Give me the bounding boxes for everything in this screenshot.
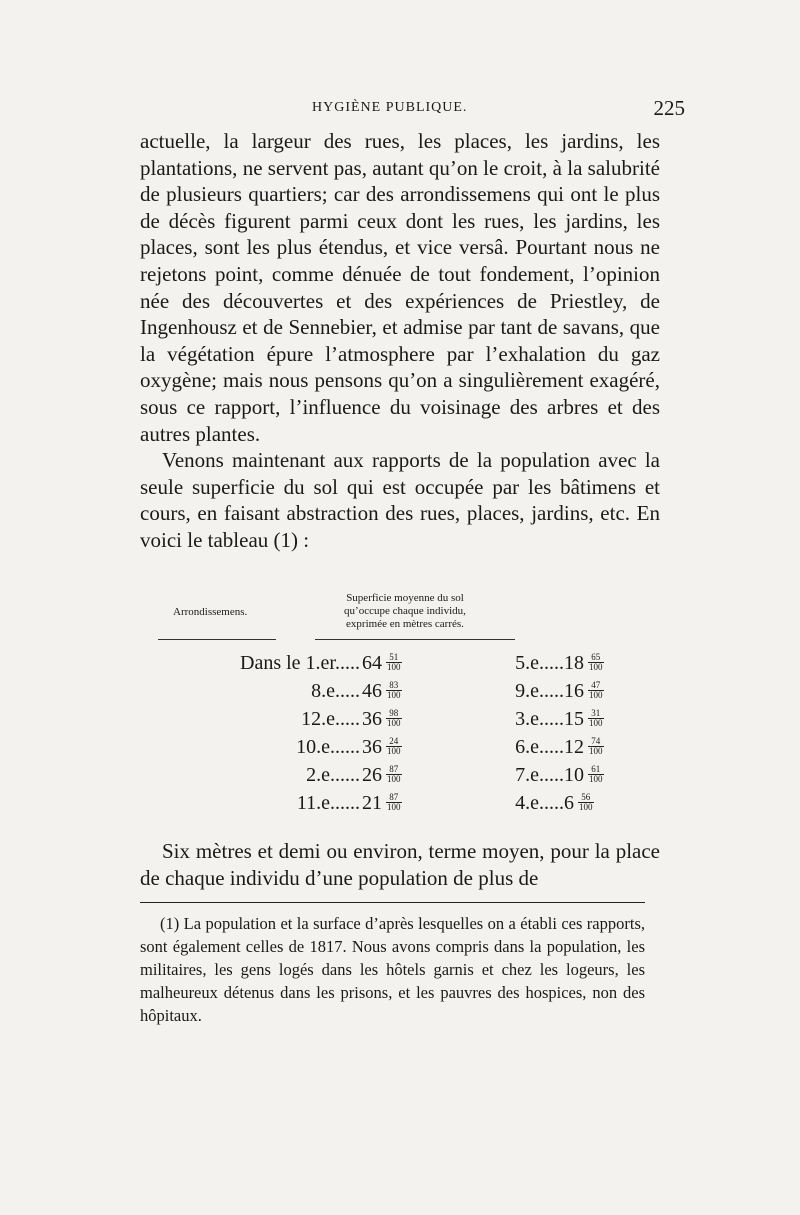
left-value xyxy=(362,764,402,787)
left-den: 100 xyxy=(387,661,401,672)
left-den: 100 xyxy=(387,773,401,784)
right-value xyxy=(564,652,604,675)
running-head: HYGIÈNE PUBLIQUE. xyxy=(312,100,468,115)
left-num: 51 xyxy=(386,653,402,663)
right-den: 100 xyxy=(589,689,603,700)
left-fraction xyxy=(386,681,402,700)
body-text xyxy=(140,128,660,554)
left-fraction xyxy=(386,765,402,784)
left-label: 2.e...... xyxy=(306,764,360,786)
left-value xyxy=(362,736,402,759)
right-num: 56 xyxy=(578,793,594,803)
left-label: 12.e..... xyxy=(301,708,360,730)
paragraph-3: Six mètres et demi ou environ, terme moyen, pour la place de chaque individu d’une population de plus de xyxy=(140,839,660,890)
left-label: 10.e...... xyxy=(296,736,360,758)
left-den: 100 xyxy=(387,717,401,728)
paragraph-1: actuelle, la largeur des rues, les places, les jardins, les plantations, ne servent pas, autant qu’on le croit, à la salubrité de plusieurs quartiers; car des arrondissemens qui ont le plus de décès figurent parmi ceux dont les rues, les jardins, les places, sont les plus étendus, et vice versâ. Pourtant nous ne rejetons point, comme dénuée de tout fondement, l’opinion née des découvertes et des expériences de Priestley, de Ingenhousz et de Sennebier, et admise par tant de savans, que la végétation épure l’atmosphere par l’exhalation du gaz oxygène; mais nous pensons qu’on a singulièrement exagéré, sous ce rapport, l’influence du voisinage des arbres et des autres plantes. xyxy=(140,129,660,446)
table-row xyxy=(140,736,670,762)
col-head-line-3: exprimée en mètres carrés. xyxy=(346,618,464,630)
left-int: 46 xyxy=(362,680,382,702)
left-num: 24 xyxy=(386,737,402,747)
footnote xyxy=(140,912,645,1027)
right-label: 5.e..... xyxy=(515,652,564,674)
paragraph-2: Venons maintenant aux rapports de la population avec la seule superficie du sol qui est occupée par les bâtimens et cours, en faisant abstraction des rues, places, jardins, etc. En voici le tableau (1) : xyxy=(140,448,660,552)
right-value xyxy=(564,708,604,731)
body-text-continued xyxy=(140,838,660,892)
right-label: 3.e..... xyxy=(515,708,564,730)
left-fraction xyxy=(386,653,402,672)
page-number: 225 xyxy=(653,96,685,120)
left-int: 26 xyxy=(362,764,382,786)
right-int: 15 xyxy=(564,708,584,730)
right-int: 6 xyxy=(564,792,574,814)
right-fraction xyxy=(588,709,604,728)
left-den: 100 xyxy=(387,801,401,812)
left-num: 83 xyxy=(386,681,402,691)
right-num: 74 xyxy=(588,737,604,747)
right-value xyxy=(564,792,594,815)
right-den: 100 xyxy=(589,773,603,784)
footnote-rule xyxy=(140,902,645,903)
left-value xyxy=(362,680,402,703)
table-row xyxy=(140,708,670,734)
right-int: 18 xyxy=(564,652,584,674)
left-num: 98 xyxy=(386,709,402,719)
left-int: 36 xyxy=(362,736,382,758)
right-den: 100 xyxy=(579,801,593,812)
density-table xyxy=(140,592,670,822)
left-value xyxy=(362,652,402,675)
left-fraction xyxy=(386,709,402,728)
table-row xyxy=(140,652,670,678)
left-value xyxy=(362,708,402,731)
right-den: 100 xyxy=(589,745,603,756)
right-num: 61 xyxy=(588,765,604,775)
table-row xyxy=(140,792,670,818)
left-num: 87 xyxy=(386,793,402,803)
right-fraction xyxy=(588,681,604,700)
left-label: 11.e...... xyxy=(296,792,360,814)
left-int: 21 xyxy=(362,792,382,814)
right-value xyxy=(564,680,604,703)
left-fraction xyxy=(386,737,402,756)
right-num: 47 xyxy=(588,681,604,691)
table-rule-left xyxy=(158,639,276,640)
right-den: 100 xyxy=(589,717,603,728)
right-value xyxy=(564,764,604,787)
col-head-line-1: Superficie moyenne du sol xyxy=(346,592,464,604)
col-head-line-2: qu’occupe chaque individu, xyxy=(344,605,466,617)
page-header xyxy=(140,96,685,124)
right-num: 65 xyxy=(588,653,604,663)
right-int: 16 xyxy=(564,680,584,702)
right-fraction xyxy=(578,793,594,812)
left-int: 64 xyxy=(362,652,382,674)
left-label: 8.e..... xyxy=(311,680,360,702)
right-den: 100 xyxy=(589,661,603,672)
left-num: 87 xyxy=(386,765,402,775)
left-den: 100 xyxy=(387,745,401,756)
right-label: 4.e..... xyxy=(515,792,564,814)
right-label: 9.e..... xyxy=(515,680,564,702)
footnote-text: (1) La population et la surface d’après lesquelles on a établi ces rapports, sont également celles de 1817. Nous avons compris dans la population, les militaires, les gens logés dans les hôtels garnis et chez les logeurs, les malheureux détenus dans les prisons, et les pauvres des hospices, non des hôpitaux. xyxy=(140,914,645,1025)
left-int: 36 xyxy=(362,708,382,730)
left-value xyxy=(362,792,402,815)
right-label: 6.e..... xyxy=(515,736,564,758)
table-rule-right xyxy=(315,639,515,640)
left-den: 100 xyxy=(387,689,401,700)
right-int: 12 xyxy=(564,736,584,758)
col-head-arrondissemens: Arrondissemens. xyxy=(173,606,248,618)
right-label: 7.e..... xyxy=(515,764,564,786)
left-label: Dans le 1.er..... xyxy=(240,652,360,674)
table-row xyxy=(140,764,670,790)
right-int: 10 xyxy=(564,764,584,786)
col-head-superficie xyxy=(330,592,480,631)
right-fraction xyxy=(588,765,604,784)
table-row xyxy=(140,680,670,706)
right-num: 31 xyxy=(588,709,604,719)
left-fraction xyxy=(386,793,402,812)
right-value xyxy=(564,736,604,759)
right-fraction xyxy=(588,653,604,672)
right-fraction xyxy=(588,737,604,756)
